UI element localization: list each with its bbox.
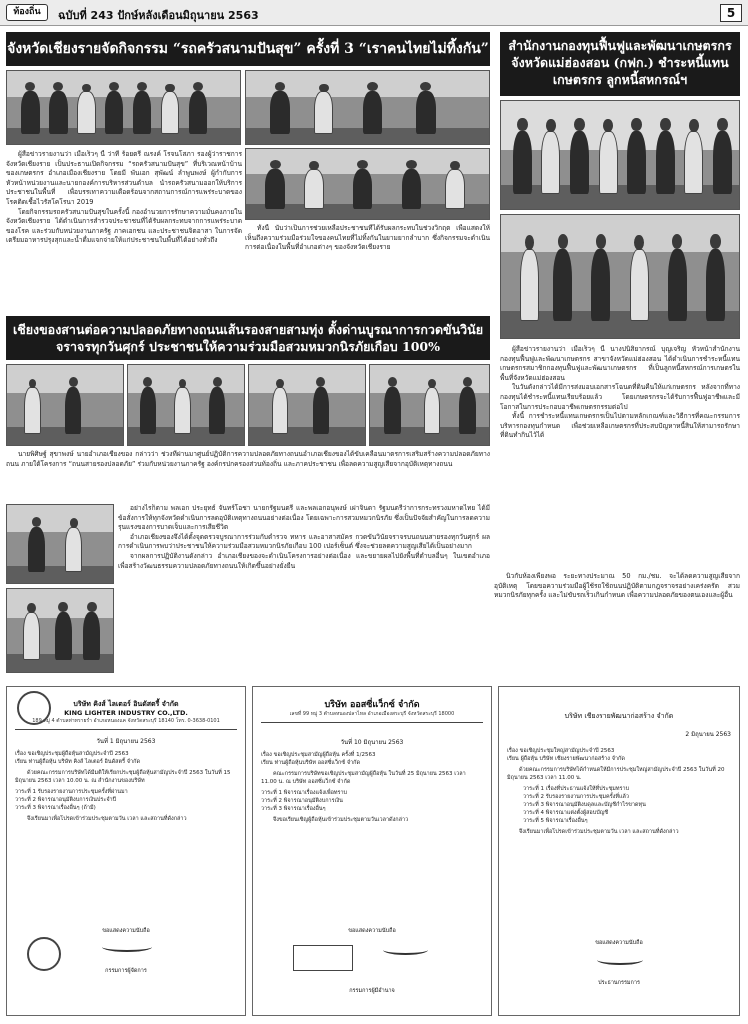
signature-icon: [383, 945, 428, 955]
page-header: [0, 0, 748, 26]
letter-company-en: KING LIGHTER INDUSTRY CO.,LTD.: [64, 709, 188, 717]
article3-paragraph: ผู้สื่อข่าวรายงานว่า เมื่อเร็วๆ นี้ นางปนิสิยากรณ์ บุญเจริญ หัวหน้าสำนักงานกองทุนฟื้นฟูและพัฒนาเกษตรกร สาขาจังหวัดแม่ฮ่องสอน ได้ดำเนินการชำระหนี้แทนเกษตรกรสมาชิกกองทุนฟื้นฟูและพัฒนาเกษตรกร ที่เป็นลูกหนี้สหกรณ์การเกษตรในพื้นที่จังหวัดแม่ฮ่องสอน: [500, 345, 740, 382]
article2-checkpoint-photo-1: [6, 364, 124, 446]
letter-line: ด้วยคณะกรรมการบริษัทได้มีมติให้เรียกประชุมผู้ถือหุ้นสามัญประจำปี 2563 ในวันที่ 15 มิถุนายน 2563 เวลา 10.00 น. ณ สำนักงานของบริษัท: [15, 770, 231, 784]
article1-paragraph: ทั้งนี้ นับว่าเป็นการช่วยเหลือประชาชนที่ได้รับผลกระทบในช่วงวิกฤต เพื่อแสดงให้เห็นถึงความร่วมมือร่วมใจของคนไทยที่ไม่ทิ้งกันในยามยากลำบาก ซึ่งกิจกรรมจะดำเนินการต่อเนื่องในพื้นที่อำเภอต่างๆ ของจังหวัดเชียงราย: [245, 224, 490, 252]
signature-icon: [597, 955, 643, 965]
letter-date: วันที่ 1 มิถุนายน 2563: [96, 738, 156, 745]
letter-line: วาระที่ 3 พิจารณาเรื่องอื่นๆ: [261, 806, 326, 812]
article2-side-photo-1: [6, 504, 114, 584]
article2-paragraph: จากผลการปฏิบัติงานดังกล่าว อำเภอเชียงของจะดำเนินโครงการอย่างต่อเนื่อง และขยายผลไปยังพื้นที่ตำบลอื่นๆ ในเขตอำเภอ เพื่อสร้างวัฒนธรรมความปลอดภัยทางถนนให้เกิดขึ้นอย่างยั่งยืน: [118, 551, 490, 570]
signature-icon: [102, 942, 152, 952]
letter-line: วาระที่ 3 พิจารณาอนุมัติงบดุลและบัญชีกำไรขาดทุน: [523, 802, 646, 808]
letter-signer-title: กรรมการผู้จัดการ: [105, 968, 147, 974]
notice-letter-aussie-wax: [252, 686, 492, 1016]
letter-line: วาระที่ 1 พิจารณาเรื่องแจ้งเพื่อทราบ: [261, 790, 348, 796]
article3-ceremony-photo-2: [500, 214, 740, 339]
article2-paragraph: อย่างไรก็ตาม พลเอก ประยุทธ์ จันทร์โอชา นายกรัฐมนตรี และพลเอกอนุพงษ์ เผ่าจินดา รัฐมนตรีว่าการกระทรวงมหาดไทย ได้มีข้อสั่งการให้ทุกจังหวัดดำเนินการลดอุบัติเหตุทางถนนอย่างต่อเนื่อง โดยเฉพาะการสวมหมวกนิรภัย ซึ่งเป็นปัจจัยสำคัญในการลดความรุนแรงของการบาดเจ็บและการเสียชีวิต: [118, 504, 490, 532]
article2-side-photo-2: [6, 588, 114, 673]
notice-letter-chiang-rai: [498, 686, 740, 1016]
letter-line: วาระที่ 5 พิจารณาเรื่องอื่นๆ: [523, 818, 588, 824]
company-stamp-icon: [27, 937, 61, 971]
article2-headline: เชียงของสานต่อความปลอดภัยทางถนนเส้นรองสายสามทุ่ง ตั้งด่านบูรณาการกวดขันวินัยจราจรทุกวันศุกร์ ประชาชนให้ความร่วมมือสวมหมวกนิรภัยเกือบ 100%: [6, 316, 490, 360]
letter-line: วาระที่ 2 รับรองรายงานการประชุมครั้งที่แล้ว: [523, 794, 629, 800]
article1-headline: จังหวัดเชียงรายจัดกิจกรรม “รถครัวสนามปันสุข” ครั้งที่ 3 “เราคนไทยไม่ทิ้งกัน”: [6, 32, 490, 66]
letter-line: เรื่อง ขอเชิญประชุมผู้ถือหุ้นสามัญประจำปี 2563: [15, 751, 129, 757]
letter-closing: ขอแสดงความนับถือ: [102, 928, 150, 934]
article2-body: [118, 504, 490, 679]
letter-line: จึงขอเรียนเชิญผู้ถือหุ้นเข้าร่วมประชุมตามวันเวลาดังกล่าว: [273, 817, 409, 823]
page-number: 5: [720, 4, 742, 22]
letter-line: เรียน ท่านผู้ถือหุ้น บริษัท คิงส์ ไลเตอร์ อินดัสตรี้ จำกัด: [15, 759, 141, 765]
letter-line: วาระที่ 2 พิจารณาอนุมัติงบการเงิน: [261, 798, 343, 804]
article2-checkpoint-photo-4: [369, 364, 490, 446]
article2-lead: [6, 450, 490, 500]
article1-paragraph: ผู้สื่อข่าวรายงานว่า เมื่อเร็วๆ นี้ ว่าที่ ร้อยตรี ณรงค์ โรจนโสภา รองผู้ว่าราชการจังหวัดเชียงราย เป็นประธานเปิดกิจกรรม “รถครัวสนามปันสุข” ที่บริเวณหน้าบ้านของเกษตรกร อำเภอเมืองเชียงราย โดยมี พันเอก สุพัฒน์ ลำพูนพงษ์ ผู้กำกับการ หัวหน้าหน่วยงานและนายกองค์การบริหารส่วนตำบล นำรถครัวสนามออกให้บริการประชาชนในพื้นที่ เพื่อบรรเทาความเดือดร้อนจากสถานการณ์การแพร่ระบาดของโรคติดเชื้อไวรัสโคโรนา 2019: [6, 150, 242, 206]
article1-paragraph: โดยกิจกรรมรถครัวสนามปันสุขในครั้งนี้ กองอำนวยการรักษาความมั่นคงภายในจังหวัดเชียงราย ได้ดำเนินการสำรวจประชาชนที่ได้รับผลกระทบจากการแพร่ระบาดของโรค และร่วมกับหน่วยงานภาครัฐ ภาคเอกชน และประชาชนจิตอาสา ในการจัดเตรียมอาหารปรุงสุกและน้ำดื่มแจกจ่ายให้แก่ประชาชนในพื้นที่ได้อย่างทั่วถึง: [6, 207, 242, 245]
article3-paragraph: ทั้งนี้ การชำระหนี้แทนเกษตรกรเป็นไปตามหลักเกณฑ์และวิธีการที่คณะกรรมการบริหารกองทุนกำหนด เพื่อช่วยเหลือเกษตรกรที่ประสบปัญหาหนี้สินให้สามารถรักษาที่ดินทำกินไว้ได้: [500, 412, 740, 440]
article3-body: [500, 345, 740, 567]
article3-ceremony-photo-1: [500, 100, 740, 210]
letter-line: วาระที่ 3 พิจารณาเรื่องอื่นๆ (ถ้ามี): [15, 805, 96, 811]
letter-address: 189 หมู่ 4 ตำบลท่าทรายร่ำ อำเภอหนองแค จังหวัดสระบุรี 18140 โทร. 0-3638-0101: [32, 718, 220, 724]
letter-line: เรื่อง ขอเชิญประชุมใหญ่สามัญประจำปี 2563: [507, 748, 615, 754]
letter-line: วาระที่ 4 พิจารณาแต่งตั้งผู้สอบบัญชี: [523, 810, 609, 816]
notice-letter-king-lighter: [6, 686, 246, 1016]
letter-line: คณะกรรมการบริษัทขอเชิญประชุมสามัญผู้ถือหุ้น ในวันที่ 25 มิถุนายน 2563 เวลา 11.00 น. ณ บริษัท ออสซี่แว็กซ์ จำกัด: [261, 771, 466, 785]
article1-body: [6, 150, 242, 310]
continuation-paragraph: นิวกับห้องเพียงพอ ระยะทางประมาณ 50 กม./ชม. จะได้ลดความสูญเสียจากอุบัติเหตุ โดยขอความร่วมมือผู้ใช้รถใช้ถนนปฏิบัติตามกฎจราจรอย่างเคร่งครัด สวมหมวกนิรภัยทุกครั้ง และไม่ขับรถเร็วเกินกำหนด เพื่อความปลอดภัยของตนเองและผู้อื่น: [494, 572, 740, 600]
article2-paragraph: อำเภอเชียงของจึงได้ตั้งจุดตรวจบูรณาการร่วมกับตำรวจ ทหาร และอาสาสมัคร กวดขันวินัยจราจรบนถนนสายรองทุกวันศุกร์ ผลการดำเนินการพบว่าประชาชนให้ความร่วมมือสวมหมวกนิรภัยเกือบ 100 เปอร์เซ็นต์ ซึ่งจะช่วยลดความสูญเสียได้เป็นอย่างมาก: [118, 532, 490, 551]
letter-line: ด้วยคณะกรรมการบริษัทได้กำหนดให้มีการประชุมใหญ่สามัญประจำปี 2563 ในวันที่ 20 มิถุนายน 2563 เวลา 11.00 น.: [507, 767, 725, 781]
letter-company-th: บริษัท คิงส์ ไลเตอร์ อินดัสตรี้ จำกัด: [73, 700, 179, 708]
article1-food-truck-photo: [245, 148, 490, 220]
letter-line: เรียน ท่านผู้ถือหุ้นบริษัท ออสซี่แว็กซ์ จำกัด: [261, 760, 361, 766]
article1-group-photo: [6, 70, 241, 145]
article2-checkpoint-photo-2: [127, 364, 245, 446]
letter-line: เรื่อง ขอเชิญประชุมสามัญผู้ถือหุ้น ครั้งที่ 1/2563: [261, 752, 376, 758]
company-stamp-icon: [293, 945, 353, 971]
letter-line: วาระที่ 2 พิจารณาอนุมัติงบการเงินประจำปี: [15, 797, 117, 803]
letter-line: จึงเรียนมาเพื่อโปรดเข้าร่วมประชุมตามวัน เวลา และสถานที่ดังกล่าว: [27, 816, 187, 822]
article1-handover-photo: [245, 70, 490, 145]
article3-headline: สำนักงานกองทุนฟื้นฟูและพัฒนาเกษตรกรจังหวัดแม่ฮ่องสอน (กฟก.) ชำระหนี้แทนเกษตรกร ลูกหนี้สหกรณ์ฯ: [500, 32, 740, 96]
article2-continuation: [494, 572, 740, 678]
letter-line: วาระที่ 1 เรื่องที่ประธานแจ้งให้ที่ประชุมทราบ: [523, 786, 630, 792]
letter-address: เลขที่ 99 หมู่ 3 ตำบลหนองปลาไหล อำเภอเมืองสระบุรี จังหวัดสระบุรี 18000: [289, 711, 455, 717]
letter-signer-title: กรรมการผู้มีอำนาจ: [349, 988, 395, 994]
letter-company-th: บริษัท เชียงรายพัฒนาก่อสร้าง จำกัด: [564, 712, 674, 720]
letter-line: จึงเรียนมาเพื่อโปรดเข้าร่วมประชุมตามวัน เวลา และสถานที่ดังกล่าว: [519, 829, 679, 835]
letter-date: วันที่ 10 มิถุนายน 2563: [340, 739, 404, 746]
newspaper-logo: ท้องถิ่น: [6, 4, 48, 21]
company-seal-icon: [17, 691, 51, 725]
article2-checkpoint-photo-3: [248, 364, 366, 446]
letter-closing: ขอแสดงความนับถือ: [348, 928, 396, 934]
letter-company-th: บริษัท ออสซี่แว็กซ์ จำกัด: [324, 700, 420, 710]
article2-paragraph: นายพิศิษฐ์ สุขาพงษ์ นายอำเภอเชียงของ กล่าวว่า ช่วงที่ผ่านมาศูนย์ปฏิบัติการความปลอดภัยทางถนนอำเภอเชียงของได้ขับเคลื่อนมาตรการเสริมสร้างความปลอดภัยทางถนน ภายใต้โครงการ “ถนนสายรองปลอดภัย” ร่วมกับหน่วยงานภาครัฐ องค์กรปกครองส่วนท้องถิ่น และภาคประชาชน เพื่อลดความสูญเสียจากอุบัติเหตุทางถนน: [6, 450, 490, 468]
letter-date: 2 มิถุนายน 2563: [685, 731, 731, 738]
letter-line: เรียน ผู้ถือหุ้น บริษัท เชียงรายพัฒนาก่อสร้าง จำกัด: [507, 756, 625, 762]
article1-body-wide: [245, 224, 490, 310]
issue-line: ฉบับที่ 243 ปักษ์หลังเดือนมิถุนายน 2563: [58, 9, 259, 22]
letter-line: วาระที่ 1 รับรองรายงานการประชุมครั้งที่ผ่านมา: [15, 789, 128, 795]
letter-closing: ขอแสดงความนับถือ: [595, 940, 643, 946]
article3-paragraph: ในวันดังกล่าวได้มีการส่งมอบเอกสารโฉนดที่ดินคืนให้แก่เกษตรกร หลังจากที่ทางกองทุนได้ชำระหนี้แทนเรียบร้อยแล้ว โดยเกษตรกรจะได้รับการฟื้นฟูอาชีพและมีโอกาสในการประกอบอาชีพเกษตรกรรมต่อไป: [500, 383, 740, 411]
letter-signer-title: ประธานกรรมการ: [598, 980, 640, 986]
